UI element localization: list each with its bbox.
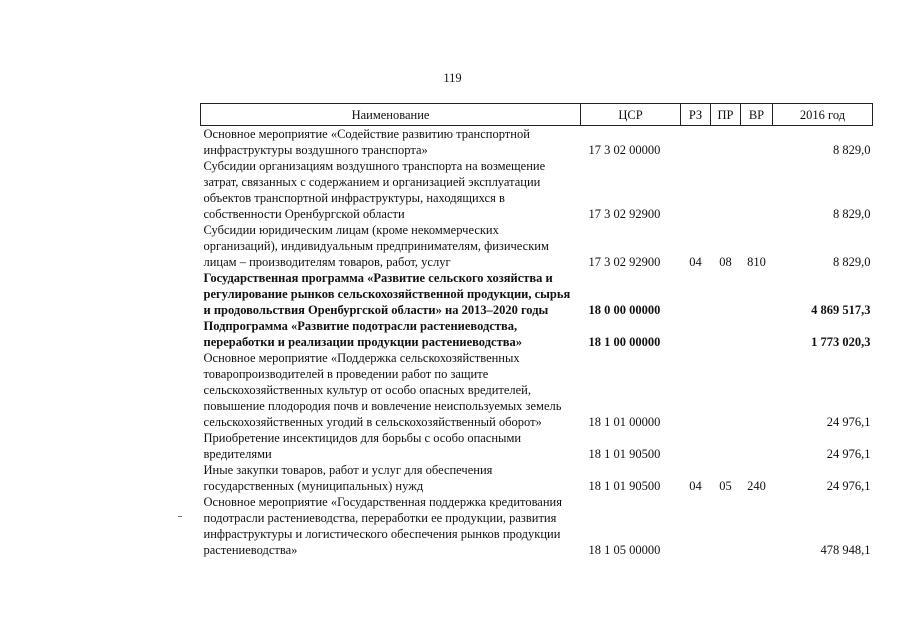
row-pr: 05 [719, 479, 732, 493]
table-row [201, 430, 873, 462]
row-pr [711, 126, 741, 159]
row-rz [681, 318, 711, 350]
header-vr: ВР [741, 104, 773, 126]
header-pr: ПР [711, 104, 741, 126]
table-row [201, 126, 873, 159]
row-csr: 18 1 01 00000 [588, 415, 661, 429]
row-amount: 24 976,1 [826, 479, 871, 493]
row-amount: 4 869 517,3 [811, 303, 871, 317]
row-amount: 1 773 020,3 [811, 335, 871, 349]
row-amount: 8 829,0 [833, 255, 871, 269]
row-pr [711, 430, 741, 462]
header-year: 2016 год [773, 104, 873, 126]
table-row [201, 318, 873, 350]
row-pr [711, 270, 741, 318]
row-name: Субсидии организациям воздушного транспорта на возмещение затрат, связанных с содержанием и организацией эксплуатации объектов транспортной инфраструктуры, находящихся в собственности Оренбургской области [203, 159, 546, 221]
row-name: Государственная программа «Развитие сельского хозяйства и регулирование рынков сельскохозяйственной продукции, сырья и продовольствия Оренбургской области» на 2013–2020 годы [203, 271, 571, 317]
row-csr: 18 1 00 00000 [588, 335, 661, 349]
table-row [201, 222, 873, 270]
row-rz [681, 158, 711, 222]
table-row [201, 158, 873, 222]
row-vr [741, 318, 773, 350]
row-amount: 24 976,1 [826, 447, 871, 461]
row-amount: 8 829,0 [833, 207, 871, 221]
header-name: Наименование [201, 104, 581, 126]
row-pr: 08 [719, 255, 732, 269]
row-vr [741, 350, 773, 430]
row-name: Основное мероприятие «Содействие развитию транспортной инфраструктуры воздушного транспорта» [203, 127, 530, 157]
row-vr [741, 158, 773, 222]
header-csr: ЦСР [581, 104, 681, 126]
row-rz [681, 430, 711, 462]
row-amount: 8 829,0 [833, 143, 871, 157]
row-csr: 18 1 05 00000 [588, 543, 661, 557]
row-rz [681, 270, 711, 318]
row-name: Основное мероприятие «Государственная поддержка кредитования подотрасли растениеводства, переработки ее продукции, развития инфраструктуры и логистического обеспечения рынков продукции растениеводства» [203, 495, 562, 557]
row-amount: 24 976,1 [826, 415, 871, 429]
row-vr: 810 [747, 255, 766, 269]
table-row [201, 350, 873, 430]
row-vr [741, 126, 773, 159]
row-rz: 04 [689, 479, 702, 493]
row-csr: 18 1 01 90500 [588, 479, 661, 493]
row-pr [711, 494, 741, 558]
budget-table [200, 103, 873, 558]
table-row [201, 494, 873, 558]
row-name: Субсидии юридическим лицам (кроме некоммерческих организаций), индивидуальным предпринимателям, физическим лицам – производителям товаров, работ, услуг [203, 223, 549, 269]
row-vr [741, 494, 773, 558]
row-rz: 04 [689, 255, 702, 269]
row-csr: 17 3 02 92900 [588, 207, 661, 221]
header-rz: РЗ [681, 104, 711, 126]
row-pr [711, 350, 741, 430]
table-row [201, 462, 873, 494]
row-pr [711, 158, 741, 222]
row-name: Приобретение инсектицидов для борьбы с особо опасными вредителями [203, 431, 522, 461]
row-name: Основное мероприятие «Поддержка сельскохозяйственных товаропроизводителей в проведении работ по защите сельскохозяйственных культур от особо опасных вредителей, повышение плодородия почв и вовлечение неиспользуемых земель сельскохозяйственных угодий в сельскохозяйственный оборот» [203, 351, 562, 429]
margin-mark [178, 516, 182, 517]
row-vr [741, 270, 773, 318]
row-vr: 240 [747, 479, 766, 493]
page-number: 119 [443, 71, 462, 85]
row-vr [741, 430, 773, 462]
row-csr: 18 0 00 00000 [588, 303, 661, 317]
row-pr [711, 318, 741, 350]
row-rz [681, 350, 711, 430]
row-name: Иные закупки товаров, работ и услуг для обеспечения государственных (муниципальных) нужд [203, 463, 493, 493]
row-amount: 478 948,1 [820, 543, 871, 557]
row-rz [681, 494, 711, 558]
row-csr: 17 3 02 92900 [588, 255, 661, 269]
row-name: Подпрограмма «Развитие подотрасли растениеводства, переработки и реализации продукции растениеводства» [203, 319, 522, 349]
row-csr: 17 3 02 00000 [588, 143, 661, 157]
table-header-row [201, 104, 873, 126]
row-csr: 18 1 01 90500 [588, 447, 661, 461]
row-rz [681, 126, 711, 159]
table-row [201, 270, 873, 318]
